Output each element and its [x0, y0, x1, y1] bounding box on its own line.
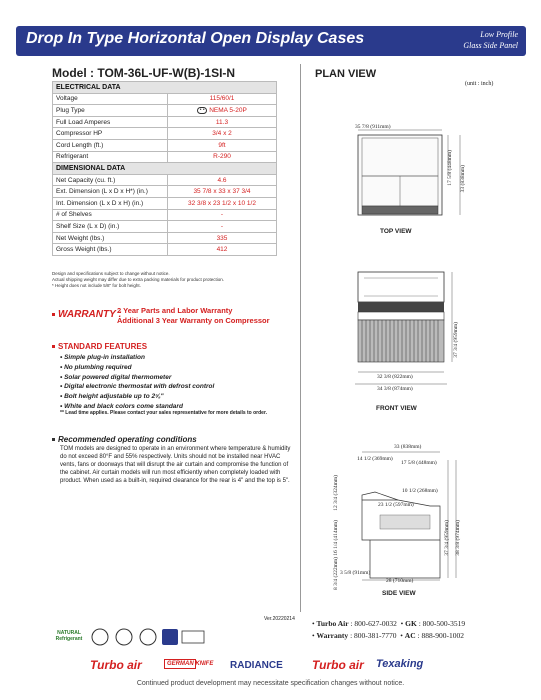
dim-side-g: 8 3/4 (222mm)	[333, 557, 339, 590]
front-view-label: FRONT VIEW	[376, 405, 417, 412]
warranty-contact-label: Warranty	[316, 631, 349, 640]
front-view-drawing	[300, 260, 541, 410]
plug-type-text: NEMA 5-20P	[209, 107, 247, 115]
spec-value: 32 3/8 x 23 1/2 x 10 1/2	[168, 197, 277, 209]
spec-label: Refrigerant	[53, 151, 168, 163]
list-item: • Simple plug-in installation	[60, 354, 145, 361]
dim-front-width2: 34 3/8 (874mm)	[377, 386, 413, 392]
spec-value: 335	[168, 232, 277, 244]
spec-label: Ext. Dimension (L x D x H*) (in.)	[53, 186, 168, 198]
lead-time-note: ** Lead time applies. Please contact your sales representative for more details to order.	[60, 410, 268, 416]
plan-view-title: PLAN VIEW	[315, 68, 377, 80]
spec-label: Compressor HP	[53, 128, 168, 140]
spec-value: -	[168, 221, 277, 233]
spec-value: R-290	[168, 151, 277, 163]
table-row	[53, 116, 277, 128]
spec-label: Plug Type	[53, 105, 168, 117]
spec-value: 35 7/8 x 33 x 37 3/4	[168, 186, 277, 198]
table-row	[53, 232, 277, 244]
table-row	[53, 105, 277, 117]
note-line: Actual shipping weight may differ due to extra packing materials for product protection.	[52, 277, 225, 282]
page-title: Drop In Type Horizontal Open Display Cases	[26, 30, 365, 47]
bullet-icon	[52, 345, 55, 348]
warranty-number: : 800-381-7770	[350, 631, 397, 640]
warranty-line2: Additional 3 Year Warranty on Compressor	[117, 316, 270, 325]
table-row	[53, 209, 277, 221]
spec-value: 115/60/1	[168, 93, 277, 105]
dim-front-width1: 32 3/8 (822mm)	[377, 374, 413, 380]
standard-features-title	[52, 342, 147, 351]
plug-icon: • •	[197, 107, 207, 114]
spec-table	[52, 81, 277, 256]
natural-line1: NATURAL	[57, 630, 81, 636]
dimensional-title: DIMENSIONAL DATA	[53, 163, 277, 175]
version-label: Ver.20220214	[264, 616, 295, 622]
spec-value: 9ft	[168, 139, 277, 151]
natural-refrigerant-logo	[52, 630, 86, 642]
table-row	[53, 93, 277, 105]
dim-side-k: 38 3/8 (974mm)	[455, 520, 461, 556]
contact-row: • Warranty : 800-381-7770 • AC : 888-900-1002	[312, 631, 464, 640]
spec-value: -	[168, 209, 277, 221]
warranty-label	[52, 309, 122, 320]
note-line: * Height does not include 5/8" for bolt height.	[52, 283, 141, 288]
electrical-title: ELECTRICAL DATA	[53, 82, 277, 94]
dim-top-depth1: 17 5/8 (448mm)	[447, 150, 453, 186]
bullet-icon	[52, 438, 55, 441]
standard-features-list	[60, 353, 214, 412]
dim-side-a: 14 1/2 (369mm)	[357, 456, 393, 462]
footer-note: Continued product development may necessitate specification changes without notice.	[136, 680, 405, 687]
spec-label: Full Load Amperes	[53, 116, 168, 128]
note-line: Design and specifications subject to change without notice.	[52, 271, 170, 276]
table-row	[53, 128, 277, 140]
table-row	[53, 186, 277, 198]
model-number: Model : TOM-36L-UF-W(B)-1SI-N	[52, 66, 236, 80]
spec-label: Gross Weight (lbs.)	[53, 244, 168, 256]
spec-value: 3/4 x 2	[168, 128, 277, 140]
subtitle-line2: Glass Side Panel	[463, 41, 518, 50]
dim-side-h: 3 5/8 (91mm)	[340, 570, 371, 576]
ac-number: : 888-900-1002	[417, 631, 464, 640]
unit-label: (unit : inch)	[465, 81, 494, 87]
warranty-text	[117, 306, 270, 326]
recommended-title-text: Recommended operating conditions	[58, 435, 197, 444]
turbo-air-logo: Turbo air	[90, 658, 142, 672]
turbo-label: Turbo Air	[316, 619, 349, 628]
table-row	[53, 139, 277, 151]
table-row	[53, 244, 277, 256]
dim-side-b: 17 5/8 (448mm)	[401, 460, 437, 466]
list-item: • Solar powered digital thermometer	[60, 373, 172, 381]
dim-side-j: 37 3/4 (959mm)	[444, 520, 450, 556]
recommended-text: TOM models are designed to operate in an environment where temperature & humidity do not exceed 80°F and 55% respectively. Units should not be installed near HVAC vents, fans or doorways that will disrupt the air curtain and compromise the function of the cabinet. Air curtain models will run most efficiently when completely loaded with product. When used as a built-in, required clearance for the rear is 4" and the top is 5".	[60, 446, 291, 484]
table-row	[53, 221, 277, 233]
side-view-label: SIDE VIEW	[382, 590, 416, 597]
dim-front-height: 37 3/4 (959mm)	[453, 322, 459, 358]
contact-row: • Turbo Air : 800-627-0032 • GK : 800-500-3519	[312, 619, 466, 628]
warranty-label-text: WARRANTY :	[58, 309, 122, 320]
dim-top-width: 35 7/8 (911mm)	[355, 124, 391, 130]
natural-line2: Refrigerant	[55, 636, 83, 642]
dim-top-depth2: 33 (838mm)	[460, 165, 466, 193]
spec-label: Net Weight (lbs.)	[53, 232, 168, 244]
spec-label: Cord Length (ft.)	[53, 139, 168, 151]
spec-label: Int. Dimension (L x D x H) (in.)	[53, 197, 168, 209]
spec-label: # of Shelves	[53, 209, 168, 221]
header-subtitle	[463, 29, 518, 51]
contact-block	[312, 618, 465, 642]
list-item: • White and black colors come standard	[60, 402, 183, 410]
turbo-number: : 800-627-0032	[350, 619, 397, 628]
texaking-logo: Texaking	[376, 658, 424, 670]
table-row	[53, 197, 277, 209]
list-item: • Digital electronic thermostat with defrost control	[60, 383, 215, 391]
list-item: • Bolt height adjustable up to 2⅝"	[60, 393, 164, 401]
spec-label: Net Capacity (cu. ft.)	[53, 174, 168, 186]
turbo-air-logo-2: Turbo air	[312, 658, 364, 672]
spec-notes	[52, 271, 224, 289]
spec-label: Voltage	[53, 93, 168, 105]
radiance-logo: RADIANCE	[230, 660, 283, 671]
recommended-title	[52, 435, 197, 444]
top-view-label: TOP VIEW	[380, 228, 412, 235]
warranty-line1: 2 Year Parts and Labor Warranty	[117, 306, 233, 315]
cert-icons	[90, 626, 210, 648]
table-row	[53, 174, 277, 186]
spec-value: 4.6	[168, 174, 277, 186]
standard-title-text: STANDARD FEATURES	[58, 342, 148, 351]
spec-value	[168, 105, 277, 117]
top-view-drawing	[300, 90, 541, 240]
list-item: • No plumbing required	[60, 363, 132, 371]
spec-value: 412	[168, 244, 277, 256]
brand-logos	[90, 658, 490, 676]
dim-side-f: 16 1/4 (414mm)	[333, 520, 339, 556]
subtitle-line1: Low Profile	[480, 30, 518, 39]
header-banner	[16, 26, 526, 56]
dim-side-e: 12 3/4 (324mm)	[333, 475, 339, 511]
dim-side-c: 10 1/2 (268mm)	[402, 488, 438, 494]
table-row	[53, 151, 277, 163]
spec-value: 11.3	[168, 116, 277, 128]
dim-side-width-top: 33 (838mm)	[394, 444, 422, 450]
dim-side-i: 28 (710mm)	[386, 578, 414, 584]
ac-label: AC	[404, 631, 416, 640]
german-knife-logo: GERMAN KNIFE	[164, 659, 196, 669]
dim-side-d: 23 1/2 (597mm)	[378, 502, 414, 508]
gk-label: GK	[405, 619, 417, 628]
spec-label: Shelf Size (L x D) (in.)	[53, 221, 168, 233]
bullet-icon	[52, 313, 55, 316]
gk-number: : 800-500-3519	[418, 619, 466, 628]
